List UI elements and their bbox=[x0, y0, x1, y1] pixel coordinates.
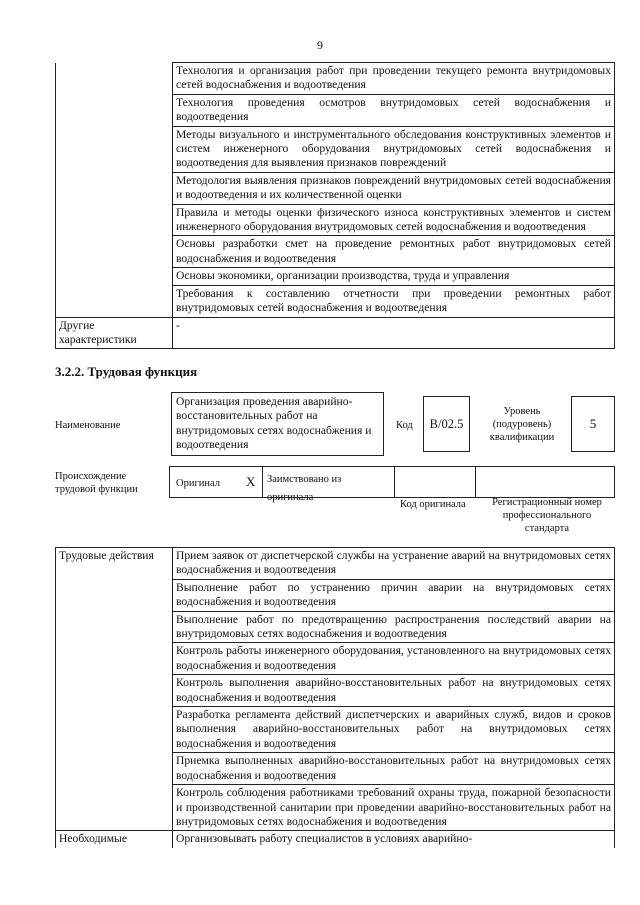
action-item: Контроль выполнения аварийно-восстановительных работ на внутридомовых сетях водоснабжения и водоотведения bbox=[173, 675, 615, 707]
knowledge-item: Основы разработки смет на проведение ремонтных работ внутридомовых сетей водоснабжения и водоотведения bbox=[173, 236, 615, 268]
code-original-label: Код оригинала bbox=[400, 499, 466, 510]
skills-label: Необходимые bbox=[56, 831, 173, 848]
original-mark: X bbox=[246, 474, 256, 489]
action-item: Контроль работы инженерного оборудования, установленного на внутридомовых сетях водоснабжения и водоотведения bbox=[173, 643, 615, 675]
actions-label: Трудовые действия bbox=[56, 548, 173, 831]
knowledge-label-cell bbox=[56, 63, 173, 318]
original-box bbox=[169, 466, 263, 498]
knowledge-table bbox=[55, 62, 615, 349]
knowledge-item: Методология выявления признаков повреждений внутридомовых сетей водоснабжения и водоотведения и их количественной оценки bbox=[173, 172, 615, 204]
table-row bbox=[56, 63, 615, 95]
level-box bbox=[571, 396, 615, 452]
function-name-box bbox=[171, 392, 384, 456]
page-number: 9 bbox=[317, 38, 323, 52]
section-title: 3.2.2. Трудовая функция bbox=[55, 364, 198, 379]
knowledge-item: Основы экономики, организации производства, труда и управления bbox=[173, 268, 615, 285]
knowledge-item: Требования к составлению отчетности при проведении ремонтных работ внутридомовых сетей водоснабжения и водоотведения bbox=[173, 285, 615, 317]
borrowed-box bbox=[262, 466, 395, 503]
table-row bbox=[56, 548, 615, 580]
function-name-value: Организация проведения аварийно-восстановительных работ на внутридомовых сетях водоснабжения и водоотведения bbox=[176, 395, 372, 452]
name-label: Наименование bbox=[55, 420, 121, 431]
action-item: Разработка регламента действий диспетчерских и аварийных служб, видов и сроков выполнения аварийно-восстановительных работ на внутридомовых сетях водоснабжения и водоотведения bbox=[173, 707, 615, 753]
borrowed-label: Заимствовано из оригинала bbox=[267, 474, 342, 503]
code-label: Код bbox=[396, 420, 413, 431]
table-row bbox=[56, 317, 615, 349]
table-row bbox=[56, 831, 615, 848]
action-item: Выполнение работ по предотвращению распространения последствий аварии на внутридомовых сетях водоснабжения и водоотведения bbox=[173, 611, 615, 643]
knowledge-item: Правила и методы оценки физического износа конструктивных элементов и систем инженерного оборудования внутридомовых сетей водоснабжения и водоотведения bbox=[173, 204, 615, 236]
reg-number-box bbox=[475, 466, 615, 498]
action-item: Приемка выполненных аварийно-восстановительных работ на внутридомовых сетях водоснабжения и водоотведения bbox=[173, 753, 615, 785]
actions-table bbox=[55, 547, 615, 848]
knowledge-item: Технология проведения осмотров внутридомовых сетей водоснабжения и водоотведения bbox=[173, 94, 615, 126]
action-item: Контроль соблюдения работниками требований охраны труда, пожарной безопасности и производственной санитарии при проведении аварийно-восстановительных работ на внутридомовых сетях водоснабжения и водоотведения bbox=[173, 785, 615, 831]
reg-number-label: Регистрационный номер профессионального стандарта bbox=[492, 497, 602, 534]
action-item: Прием заявок от диспетчерской службы на устранение аварий на внутридомовых сетях водоснабжения и водоотведения bbox=[173, 548, 615, 580]
knowledge-item: Технология и организация работ при проведении текущего ремонта внутридомовых сетей водоснабжения и водоотведения bbox=[173, 63, 615, 95]
skills-item: Организовывать работу специалистов в условиях аварийно- bbox=[173, 831, 615, 848]
other-characteristics-value: - bbox=[173, 317, 615, 349]
code-value: В/02.5 bbox=[429, 416, 464, 431]
level-value: 5 bbox=[589, 416, 597, 431]
original-label: Оригинал bbox=[176, 478, 220, 489]
knowledge-item: Методы визуального и инструментального обследования конструктивных элементов и систем инженерного оборудования внутридомовых сетей водоснабжения и водоотведения для выявления признаков повреждений bbox=[173, 126, 615, 172]
action-item: Выполнение работ по устранению причин аварии на внутридомовых сетях водоснабжения и водоотведения bbox=[173, 579, 615, 611]
code-box bbox=[423, 396, 470, 452]
level-label: Уровень (подуровень) квалификации bbox=[489, 406, 555, 443]
code-original-box bbox=[394, 466, 476, 498]
other-characteristics-label: Другие характеристики bbox=[56, 317, 173, 349]
origin-label: Происхождение трудовой функции bbox=[55, 471, 138, 495]
